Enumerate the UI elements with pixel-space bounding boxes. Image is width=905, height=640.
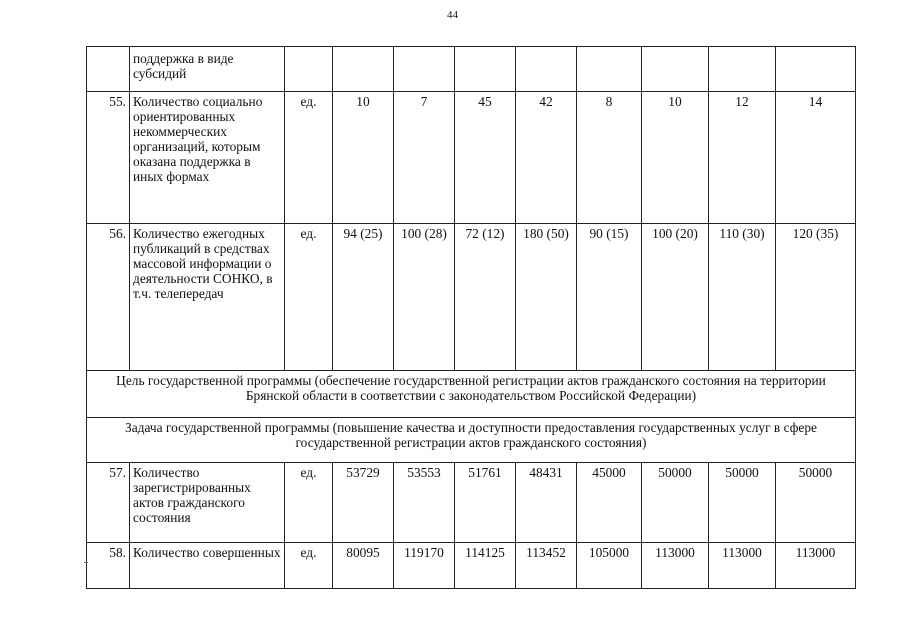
- value-cell: 72 (12): [455, 224, 516, 371]
- value-cell: [577, 47, 642, 92]
- value-cell: [455, 47, 516, 92]
- table-row-continuation: [87, 47, 856, 92]
- value-cell: 50000: [776, 463, 856, 543]
- value-cell: [333, 47, 394, 92]
- indicator-name: поддержка в виде субсидий: [130, 47, 285, 92]
- value-cell: 100 (20): [642, 224, 709, 371]
- value-cell: [394, 47, 455, 92]
- indicator-name: Количество зарегистрированных актов гражданского состояния: [130, 463, 285, 543]
- task-row: [87, 418, 856, 463]
- unit-cell: [285, 47, 333, 92]
- program-goal: Цель государственной программы (обеспечение государственной регистрации актов гражданского состояния на территории Брянской области в соответствии с законодательством Российской Федерации): [87, 371, 856, 418]
- unit-cell: ед.: [285, 224, 333, 371]
- table-row-55: [87, 92, 856, 224]
- indicators-table: [86, 46, 856, 589]
- value-cell: 8: [577, 92, 642, 224]
- value-cell: 113000: [776, 543, 856, 589]
- value-cell: 48431: [516, 463, 577, 543]
- value-cell: 114125: [455, 543, 516, 589]
- row-number: 58.: [87, 543, 130, 589]
- value-cell: 90 (15): [577, 224, 642, 371]
- value-cell: 180 (50): [516, 224, 577, 371]
- row-number: 55.: [87, 92, 130, 224]
- value-cell: 94 (25): [333, 224, 394, 371]
- row-number: [87, 47, 130, 92]
- value-cell: [709, 47, 776, 92]
- value-cell: 100 (28): [394, 224, 455, 371]
- value-cell: 120 (35): [776, 224, 856, 371]
- value-cell: 10: [642, 92, 709, 224]
- unit-cell: ед.: [285, 463, 333, 543]
- value-cell: 12: [709, 92, 776, 224]
- value-cell: 50000: [642, 463, 709, 543]
- value-cell: 51761: [455, 463, 516, 543]
- indicator-name: Количество социально ориентированных некоммерческих организаций, которым оказана поддержка в иных формах: [130, 92, 285, 224]
- indicator-name: Количество совершенных: [130, 543, 285, 589]
- value-cell: 14: [776, 92, 856, 224]
- value-cell: 7: [394, 92, 455, 224]
- value-cell: 45: [455, 92, 516, 224]
- indicator-name: Количество ежегодных публикаций в средствах массовой информации о деятельности СОНКО, в т.ч. телепередач: [130, 224, 285, 371]
- value-cell: 53729: [333, 463, 394, 543]
- table-row-58: [87, 543, 856, 589]
- value-cell: 113452: [516, 543, 577, 589]
- row-number: 56.: [87, 224, 130, 371]
- unit-cell: ед.: [285, 92, 333, 224]
- goal-row: [87, 371, 856, 418]
- value-cell: [642, 47, 709, 92]
- value-cell: 10: [333, 92, 394, 224]
- value-cell: 113000: [709, 543, 776, 589]
- value-cell: 110 (30): [709, 224, 776, 371]
- value-cell: 45000: [577, 463, 642, 543]
- unit-cell: ед.: [285, 543, 333, 589]
- value-cell: 42: [516, 92, 577, 224]
- value-cell: [776, 47, 856, 92]
- value-cell: 113000: [642, 543, 709, 589]
- program-task: Задача государственной программы (повышение качества и доступности предоставления государственных услуг в сфере государственной регистрации актов гражданского состояния): [87, 418, 856, 463]
- table-row-56: [87, 224, 856, 371]
- value-cell: 105000: [577, 543, 642, 589]
- value-cell: 119170: [394, 543, 455, 589]
- row-number: 57.: [87, 463, 130, 543]
- value-cell: 80095: [333, 543, 394, 589]
- table-row-57: [87, 463, 856, 543]
- page-number: 44: [447, 9, 458, 21]
- value-cell: 50000: [709, 463, 776, 543]
- value-cell: [516, 47, 577, 92]
- value-cell: 53553: [394, 463, 455, 543]
- scan-mark: [84, 562, 88, 563]
